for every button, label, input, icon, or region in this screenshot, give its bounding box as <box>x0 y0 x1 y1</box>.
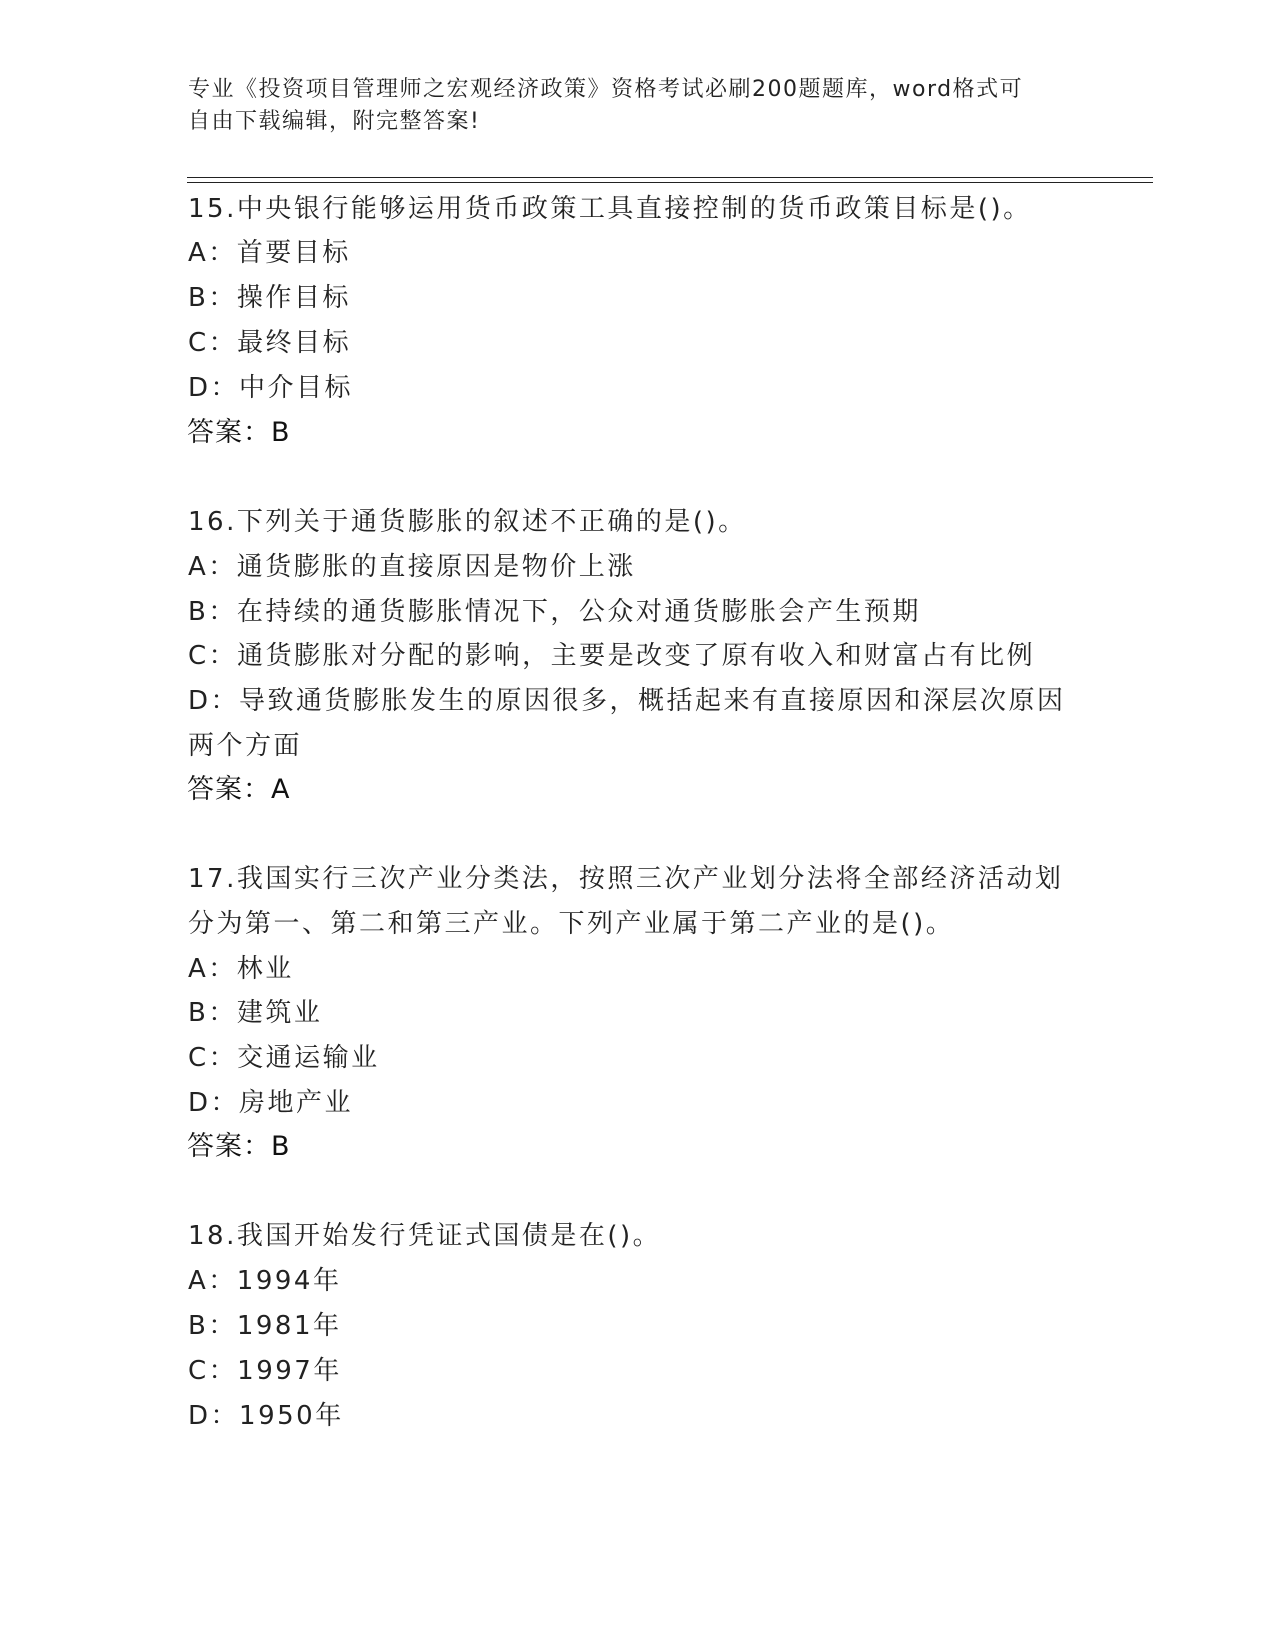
question-17-option-a: A：林业 <box>188 954 294 984</box>
question-16-option-d: D：导致通货膨胀发生的原因很多，概括起来有直接原因和深层次原因 <box>188 686 1066 716</box>
header-line-2: 自由下载编辑，附完整答案! <box>188 109 481 134</box>
question-16-stem: 16.下列关于通货膨胀的叙述不正确的是()。 <box>188 507 747 537</box>
question-18-option-c: C：1997年 <box>188 1356 342 1386</box>
question-15-answer: 答案：B <box>187 417 291 448</box>
question-15-option-b: B：操作目标 <box>188 283 351 313</box>
question-18-option-a: A：1994年 <box>188 1266 342 1296</box>
question-16-option-d-continued: 两个方面 <box>188 731 303 761</box>
question-17-option-c: C：交通运输业 <box>188 1043 380 1073</box>
header-line-1: 专业《投资项目管理师之宏观经济政策》资格考试必刷200题题库，word格式可 <box>188 77 1024 102</box>
question-15-option-d: D：中介目标 <box>188 373 354 403</box>
question-17-stem-line-2: 分为第一、第二和第三产业。下列产业属于第二产业的是()。 <box>188 909 955 939</box>
header-divider-top <box>187 177 1153 178</box>
question-17-answer: 答案：B <box>187 1131 291 1162</box>
question-15-option-a: A：首要目标 <box>188 238 351 268</box>
question-17-option-d: D：房地产业 <box>188 1088 354 1118</box>
question-15-stem: 15.中央银行能够运用货币政策工具直接控制的货币政策目标是()。 <box>188 194 1032 224</box>
question-17-stem-line-1: 17.我国实行三次产业分类法，按照三次产业划分法将全部经济活动划 <box>188 864 1064 894</box>
question-16-answer: 答案：A <box>187 774 291 805</box>
question-17-option-b: B：建筑业 <box>188 998 323 1028</box>
question-16-option-b: B：在持续的通货膨胀情况下，公众对通货膨胀会产生预期 <box>188 597 921 627</box>
question-18-stem: 18.我国开始发行凭证式国债是在()。 <box>188 1221 662 1251</box>
question-16-option-c: C：通货膨胀对分配的影响，主要是改变了原有收入和财富占有比例 <box>188 641 1036 671</box>
question-18-option-d: D：1950年 <box>188 1401 344 1431</box>
document-header <box>188 74 1088 138</box>
header-divider-bottom <box>187 182 1153 183</box>
question-15-option-c: C：最终目标 <box>188 328 352 358</box>
question-18-option-b: B：1981年 <box>188 1311 342 1341</box>
question-16-option-a: A：通货膨胀的直接原因是物价上涨 <box>188 552 636 582</box>
